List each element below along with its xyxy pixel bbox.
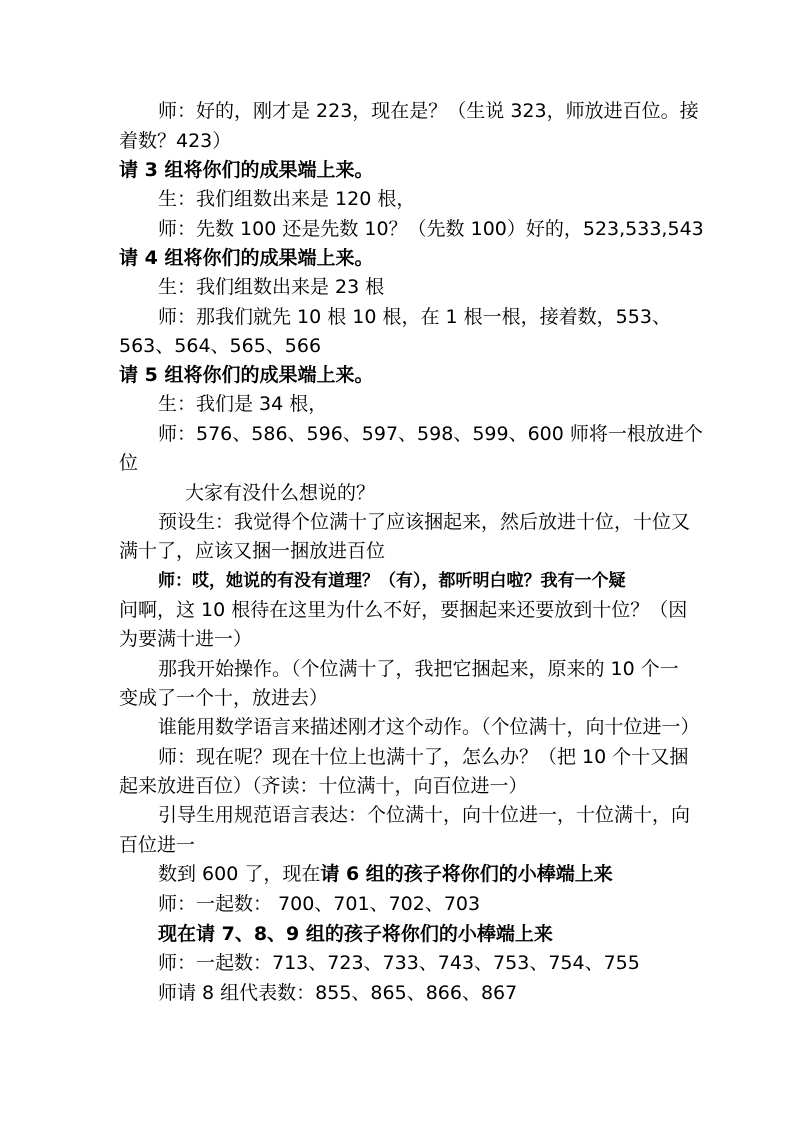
text-line: 位 (119, 452, 139, 474)
text-line: 师：一起数： 700、701、702、703 (158, 893, 481, 915)
text-line-emphasis: 师：哎，她说的有没有道理？（有），都听明白啦？我有一个疑 (158, 571, 626, 591)
section-heading: 请 3 组将你们的成果端上来。 (119, 159, 374, 181)
text-line: 起来放进百位）（齐读：十位满十，向百位进一） (119, 775, 528, 797)
text-line: 满十了，应该又捆一捆放进百位 (119, 540, 386, 562)
text-line (158, 860, 613, 889)
text-line: 师：那我们就先 10 根 10 根，在 1 根一根，接着数，553、 (158, 306, 671, 328)
text-line: 师：现在呢？现在十位上也满十了，怎么办？（把 10 个十又捆 (158, 746, 689, 768)
text-line: 预设生：我觉得个位满十了应该捆起来，然后放进十位，十位又 (158, 511, 691, 533)
text-line: 生：我们是 34 根， (158, 393, 328, 415)
section-heading: 现在请 7、8、9 组的孩子将你们的小棒端上来 (158, 923, 553, 945)
text-run: 数到 600 了，现在 (158, 863, 321, 885)
text-line: 师：先数 100 还是先数 10？（先数 100）好的，523,533,543 (158, 218, 704, 240)
text-line: 百位进一 (119, 834, 196, 856)
text-line: 大家有没什么想说的？ (185, 482, 376, 504)
text-line: 师：一起数：713、723、733、743、753、754、755 (158, 952, 640, 974)
text-line: 生：我们组数出来是 23 根 (158, 276, 385, 298)
text-line: 生：我们组数出来是 120 根， (158, 188, 416, 210)
section-heading: 请 5 组将你们的成果端上来。 (119, 364, 374, 386)
section-heading: 请 4 组将你们的成果端上来。 (119, 247, 374, 269)
text-line: 谁能用数学语言来描述刚才这个动作。（个位满十，向十位进一） (158, 716, 700, 738)
text-run-bold: 请 6 组的孩子将你们的小棒端上来 (320, 863, 613, 885)
text-line: 引导生用规范语言表达：个位满十，向十位进一，十位满十，向 (158, 804, 691, 826)
text-line: 563、564、565、566 (119, 335, 322, 357)
text-line: 为要满十进一） (119, 628, 253, 650)
text-line: 变成了一个十，放进去） (119, 687, 329, 709)
text-line: 着数？423） (119, 130, 232, 152)
text-line: 问啊，这 10 根待在这里为什么不好，要捆起来还要放到十位？（因 (119, 599, 688, 621)
text-line: 师：576、586、596、597、598、599、600 师将一根放进个 (158, 423, 703, 445)
text-line: 那我开始操作。（个位满十了，我把它捆起来，原来的 10 个一 (158, 658, 679, 680)
text-line: 师请 8 组代表数：855、865、866、867 (158, 982, 518, 1004)
text-line: 师：好的，刚才是 223，现在是？（生说 323，师放进百位。接 (158, 100, 699, 122)
